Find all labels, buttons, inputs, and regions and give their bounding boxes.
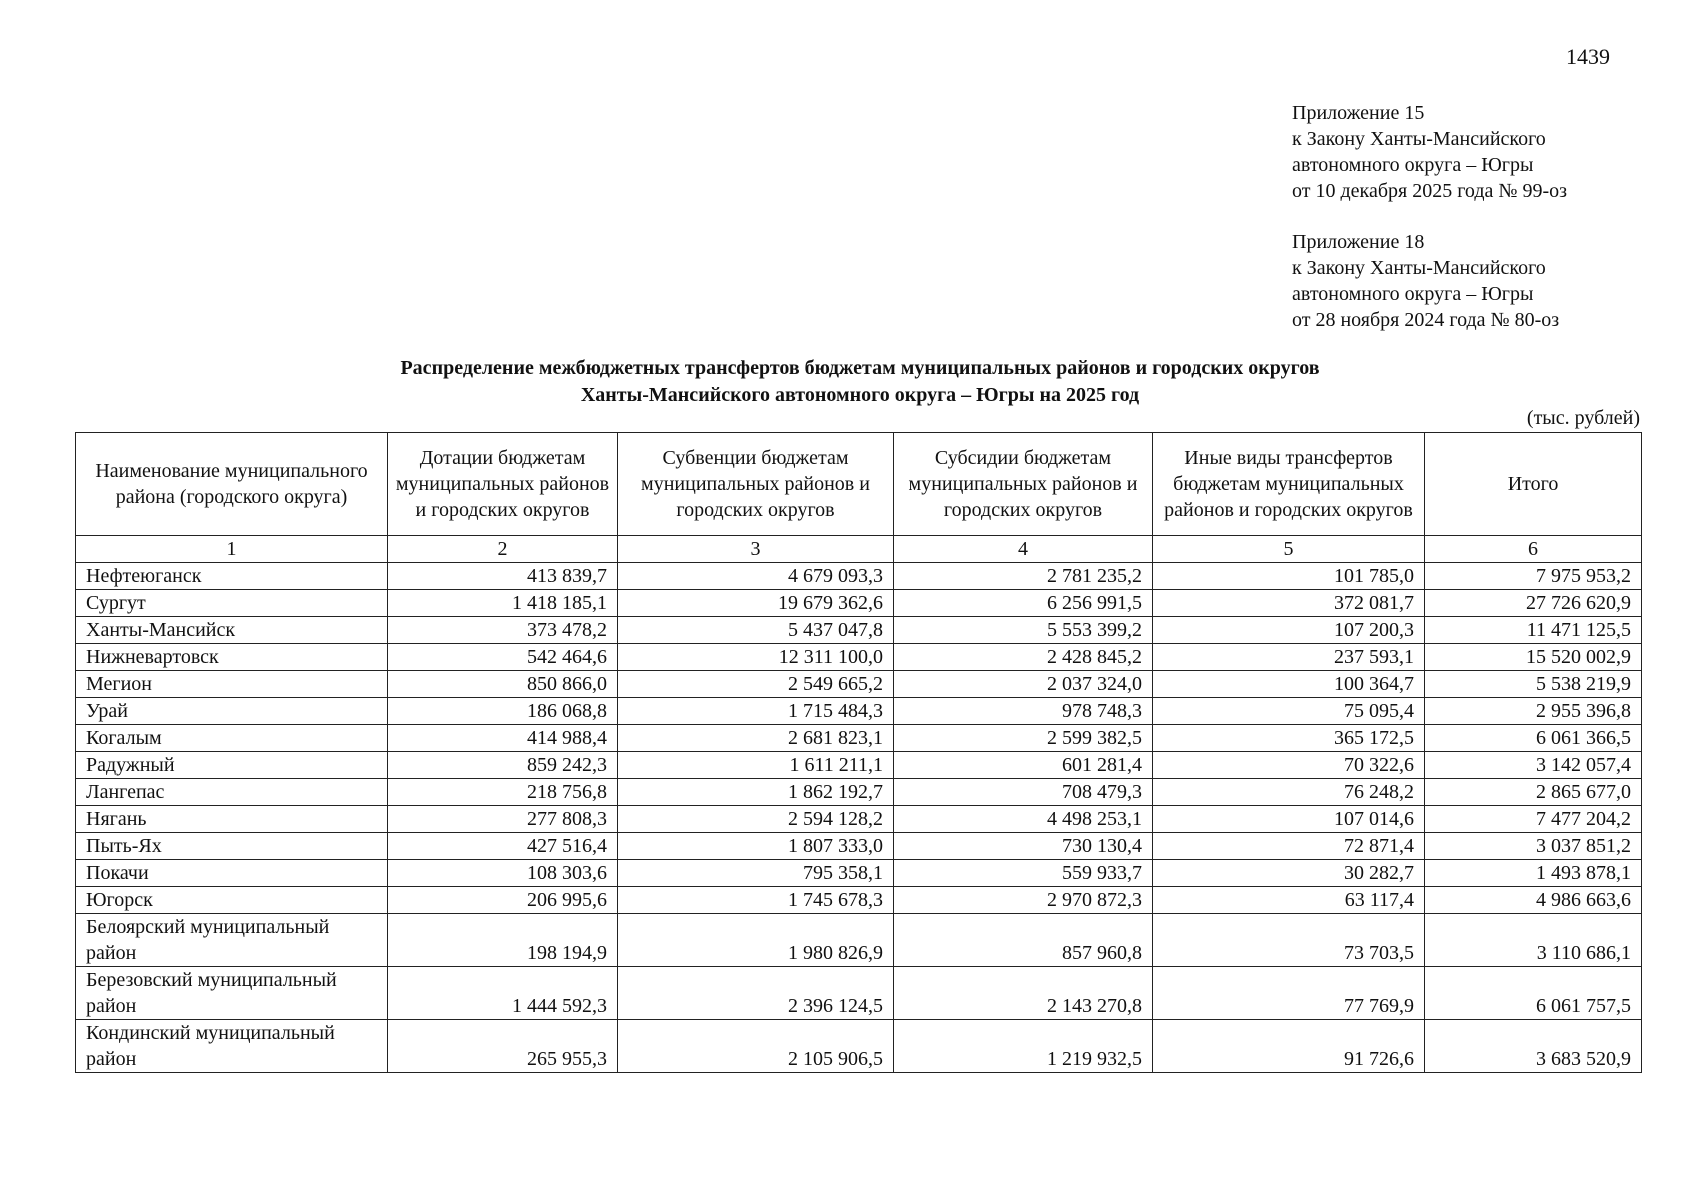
table-row: [76, 563, 1642, 590]
total-value: 7 975 953,2: [1425, 563, 1642, 590]
total-value: 11 471 125,5: [1425, 617, 1642, 644]
total-value: 6 061 366,5: [1425, 725, 1642, 752]
subventions-value: 2 594 128,2: [618, 806, 894, 833]
grants-value: 859 242,3: [388, 752, 618, 779]
column-number-row: [76, 536, 1642, 563]
header-subventions: Субвенции бюджетам муниципальных районов и городских округов: [618, 433, 894, 536]
header-total: Итого: [1425, 433, 1642, 536]
table-row: [76, 833, 1642, 860]
appendix-line: Приложение 15: [1292, 102, 1425, 124]
subventions-value: 12 311 100,0: [618, 644, 894, 671]
municipality-name: Нягань: [76, 806, 388, 833]
municipality-name: Югорск: [76, 887, 388, 914]
subventions-value: 1 611 211,1: [618, 752, 894, 779]
other-transfers-value: 237 593,1: [1153, 644, 1425, 671]
total-value: 5 538 219,9: [1425, 671, 1642, 698]
appendix-line: к Закону Ханты-Мансийского: [1292, 128, 1546, 150]
document-title: [0, 355, 1697, 409]
page-number: 1439: [1566, 44, 1610, 69]
municipality-name: Когалым: [76, 725, 388, 752]
subventions-value: 1 715 484,3: [618, 698, 894, 725]
municipality-name: Лангепас: [76, 779, 388, 806]
subventions-value: 1 980 826,9: [618, 914, 894, 967]
table-row: [76, 967, 1642, 1020]
total-value: 2 955 396,8: [1425, 698, 1642, 725]
grants-value: 218 756,8: [388, 779, 618, 806]
total-value: 3 037 851,2: [1425, 833, 1642, 860]
other-transfers-value: 77 769,9: [1153, 967, 1425, 1020]
grants-value: 427 516,4: [388, 833, 618, 860]
document-title-line-1: Распределение межбюджетных трансфертов бюджетам муниципальных районов и городских округов: [400, 357, 1320, 379]
table-row: [76, 617, 1642, 644]
municipality-name: Покачи: [76, 860, 388, 887]
column-number: 2: [388, 536, 618, 563]
table-row: [76, 779, 1642, 806]
other-transfers-value: 365 172,5: [1153, 725, 1425, 752]
municipality-name: Белоярский муниципальный район: [76, 914, 388, 967]
municipality-name: Пыть-Ях: [76, 833, 388, 860]
column-number: 5: [1153, 536, 1425, 563]
grants-value: 542 464,6: [388, 644, 618, 671]
other-transfers-value: 76 248,2: [1153, 779, 1425, 806]
total-value: 27 726 620,9: [1425, 590, 1642, 617]
subsidies-value: 6 256 991,5: [894, 590, 1153, 617]
units-label: (тыс. рублей): [1526, 407, 1640, 429]
table-row: [76, 725, 1642, 752]
table-row: [76, 590, 1642, 617]
table-row: [76, 806, 1642, 833]
header-municipality: Наименование муниципального района (городского округа): [76, 433, 388, 536]
total-value: 15 520 002,9: [1425, 644, 1642, 671]
other-transfers-value: 30 282,7: [1153, 860, 1425, 887]
subsidies-value: 1 219 932,5: [894, 1020, 1153, 1073]
subsidies-value: 2 428 845,2: [894, 644, 1153, 671]
transfers-table: [75, 432, 1642, 1073]
subventions-value: 795 358,1: [618, 860, 894, 887]
header-subsidies: Субсидии бюджетам муниципальных районов и городских округов: [894, 433, 1153, 536]
column-number: 6: [1425, 536, 1642, 563]
total-value: 7 477 204,2: [1425, 806, 1642, 833]
document-title-line-2: Ханты-Мансийского автономного округа – Югры на 2025 год: [580, 384, 1140, 406]
subsidies-value: 857 960,8: [894, 914, 1153, 967]
column-number: 1: [76, 536, 388, 563]
table-row: [76, 914, 1642, 967]
subsidies-value: 978 748,3: [894, 698, 1153, 725]
table-row: [76, 671, 1642, 698]
grants-value: 198 194,9: [388, 914, 618, 967]
total-value: 3 110 686,1: [1425, 914, 1642, 967]
total-value: 1 493 878,1: [1425, 860, 1642, 887]
grants-value: 373 478,2: [388, 617, 618, 644]
grants-value: 277 808,3: [388, 806, 618, 833]
other-transfers-value: 70 322,6: [1153, 752, 1425, 779]
subsidies-value: 5 553 399,2: [894, 617, 1153, 644]
subventions-value: 5 437 047,8: [618, 617, 894, 644]
table-row: [76, 887, 1642, 914]
municipality-name: Радужный: [76, 752, 388, 779]
table-row: [76, 644, 1642, 671]
table-header-row: [76, 433, 1642, 536]
subventions-value: 2 396 124,5: [618, 967, 894, 1020]
appendix-line: от 28 ноября 2024 года № 80-оз: [1292, 309, 1560, 331]
total-value: 2 865 677,0: [1425, 779, 1642, 806]
other-transfers-value: 72 871,4: [1153, 833, 1425, 860]
table-row: [76, 1020, 1642, 1073]
header-other-transfers: Иные виды трансфертов бюджетам муниципальных районов и городских округов: [1153, 433, 1425, 536]
municipality-name: Мегион: [76, 671, 388, 698]
other-transfers-value: 75 095,4: [1153, 698, 1425, 725]
subsidies-value: 2 781 235,2: [894, 563, 1153, 590]
other-transfers-value: 107 200,3: [1153, 617, 1425, 644]
subventions-value: 4 679 093,3: [618, 563, 894, 590]
municipality-name: Ханты-Мансийск: [76, 617, 388, 644]
other-transfers-value: 63 117,4: [1153, 887, 1425, 914]
other-transfers-value: 372 081,7: [1153, 590, 1425, 617]
other-transfers-value: 73 703,5: [1153, 914, 1425, 967]
grants-value: 206 995,6: [388, 887, 618, 914]
column-number: 3: [618, 536, 894, 563]
total-value: 4 986 663,6: [1425, 887, 1642, 914]
subventions-value: 2 105 906,5: [618, 1020, 894, 1073]
subsidies-value: 601 281,4: [894, 752, 1153, 779]
subsidies-value: 2 599 382,5: [894, 725, 1153, 752]
subsidies-value: 730 130,4: [894, 833, 1153, 860]
other-transfers-value: 101 785,0: [1153, 563, 1425, 590]
subventions-value: 19 679 362,6: [618, 590, 894, 617]
municipality-name: Нефтеюганск: [76, 563, 388, 590]
header-grants: Дотации бюджетам муниципальных районов и городских округов: [388, 433, 618, 536]
municipality-name: Урай: [76, 698, 388, 725]
municipality-name: Березовский муниципальный район: [76, 967, 388, 1020]
municipality-name: Нижневартовск: [76, 644, 388, 671]
grants-value: 1 418 185,1: [388, 590, 618, 617]
other-transfers-value: 100 364,7: [1153, 671, 1425, 698]
appendix-note-15: [1292, 100, 1567, 204]
grants-value: 186 068,8: [388, 698, 618, 725]
subventions-value: 1 862 192,7: [618, 779, 894, 806]
appendix-line: к Закону Ханты-Мансийского: [1292, 257, 1546, 279]
subsidies-value: 2 037 324,0: [894, 671, 1153, 698]
total-value: 3 142 057,4: [1425, 752, 1642, 779]
column-number: 4: [894, 536, 1153, 563]
other-transfers-value: 107 014,6: [1153, 806, 1425, 833]
table-row: [76, 860, 1642, 887]
grants-value: 414 988,4: [388, 725, 618, 752]
appendix-note-18: [1292, 229, 1559, 333]
subsidies-value: 4 498 253,1: [894, 806, 1153, 833]
grants-value: 413 839,7: [388, 563, 618, 590]
subsidies-value: 559 933,7: [894, 860, 1153, 887]
table-row: [76, 698, 1642, 725]
grants-value: 850 866,0: [388, 671, 618, 698]
grants-value: 1 444 592,3: [388, 967, 618, 1020]
other-transfers-value: 91 726,6: [1153, 1020, 1425, 1073]
appendix-line: от 10 декабря 2025 года № 99-оз: [1292, 180, 1568, 202]
subsidies-value: 708 479,3: [894, 779, 1153, 806]
total-value: 6 061 757,5: [1425, 967, 1642, 1020]
subventions-value: 2 549 665,2: [618, 671, 894, 698]
appendix-line: Приложение 18: [1292, 231, 1425, 253]
table-row: [76, 752, 1642, 779]
appendix-line: автономного округа – Югры: [1292, 283, 1534, 305]
subventions-value: 1 745 678,3: [618, 887, 894, 914]
appendix-line: автономного округа – Югры: [1292, 154, 1534, 176]
subsidies-value: 2 143 270,8: [894, 967, 1153, 1020]
subsidies-value: 2 970 872,3: [894, 887, 1153, 914]
grants-value: 108 303,6: [388, 860, 618, 887]
municipality-name: Кондинский муниципальный район: [76, 1020, 388, 1073]
grants-value: 265 955,3: [388, 1020, 618, 1073]
subventions-value: 1 807 333,0: [618, 833, 894, 860]
total-value: 3 683 520,9: [1425, 1020, 1642, 1073]
municipality-name: Сургут: [76, 590, 388, 617]
subventions-value: 2 681 823,1: [618, 725, 894, 752]
